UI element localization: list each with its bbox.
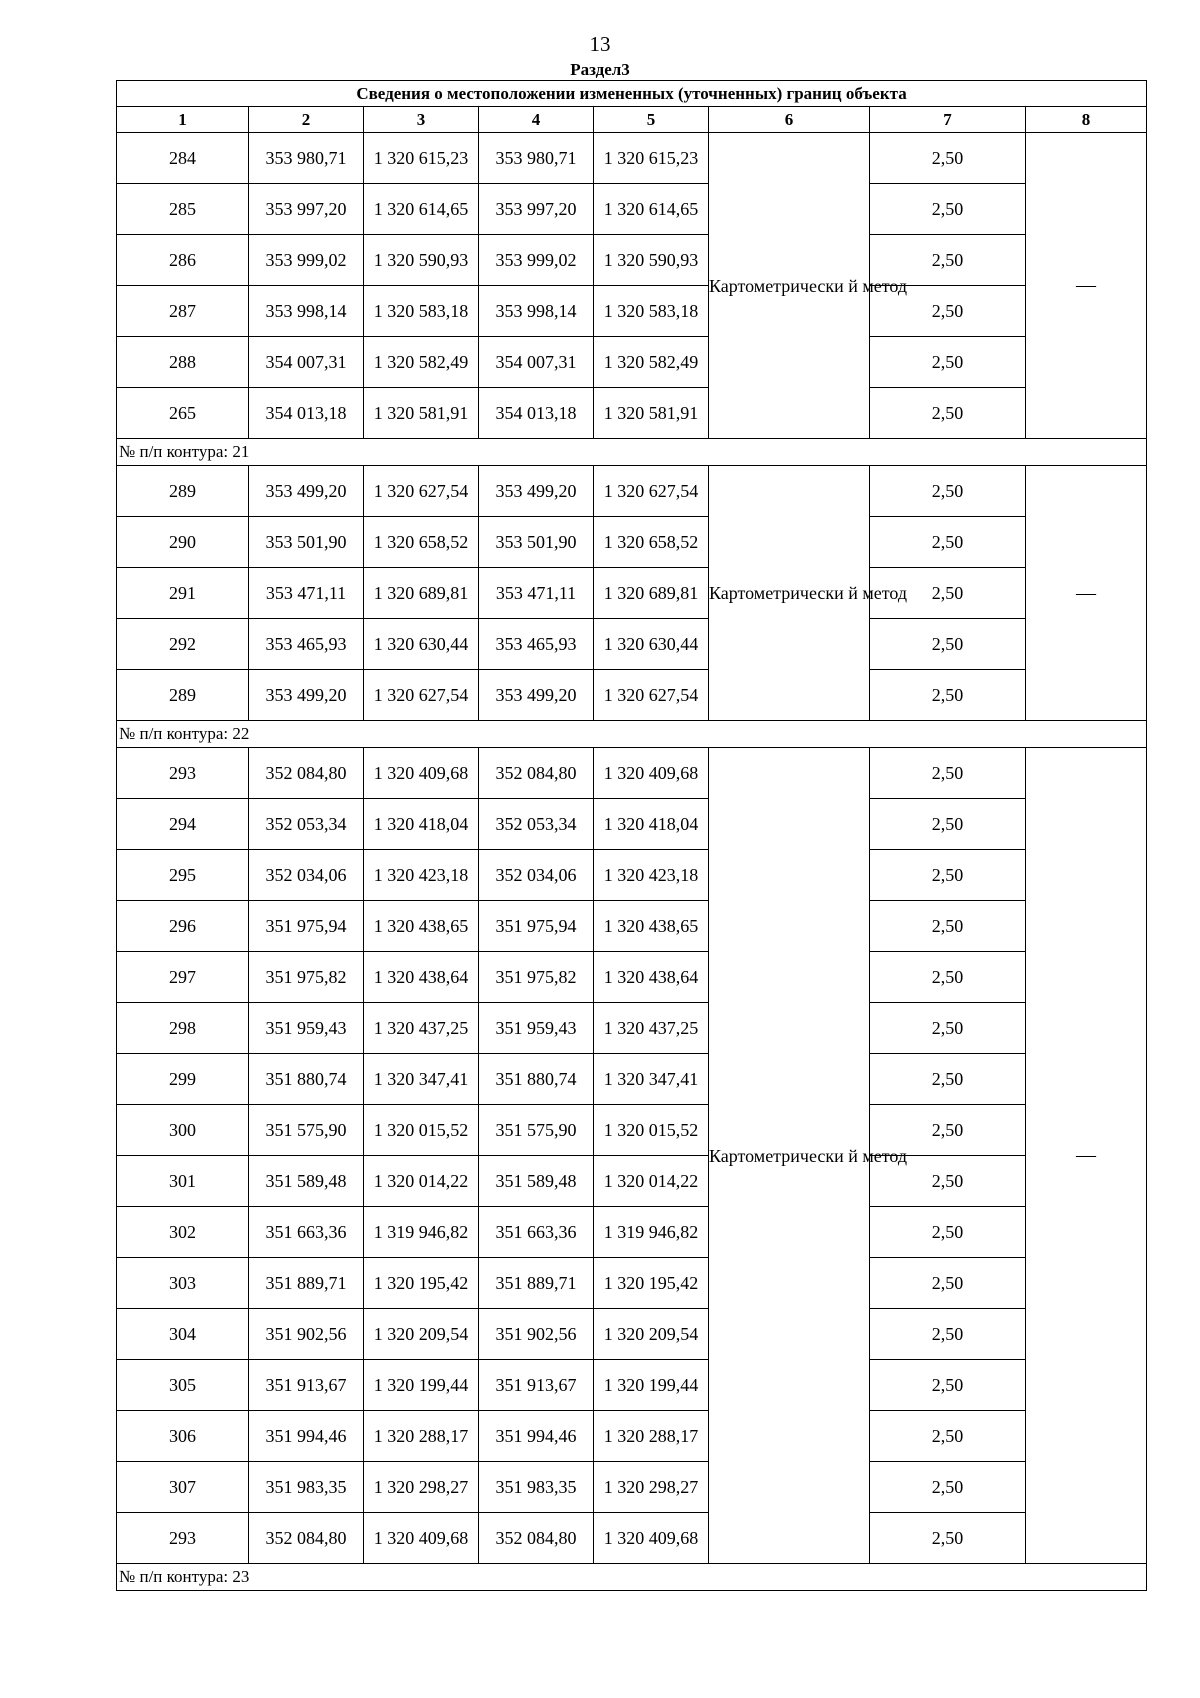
coord-x-cell: 353 499,20 (479, 466, 594, 517)
table-caption-row (117, 81, 1147, 107)
point-number-cell: 288 (117, 337, 249, 388)
coord-x-cell: 351 589,48 (249, 1156, 364, 1207)
table-row (117, 901, 1147, 952)
coord-x-cell: 352 084,80 (249, 1513, 364, 1564)
coord-x-cell: 354 013,18 (249, 388, 364, 439)
contour-label-row (117, 721, 1147, 748)
point-number-cell: 307 (117, 1462, 249, 1513)
table-row (117, 1258, 1147, 1309)
accuracy-cell: 2,50 (870, 619, 1026, 670)
accuracy-cell: 2,50 (870, 1513, 1026, 1564)
table-row (117, 619, 1147, 670)
table-body (117, 81, 1147, 1591)
accuracy-cell: 2,50 (870, 901, 1026, 952)
coord-x-cell: 353 465,93 (479, 619, 594, 670)
column-header: 2 (249, 107, 364, 133)
table-row (117, 517, 1147, 568)
point-number-cell: 304 (117, 1309, 249, 1360)
coord-y-cell: 1 320 590,93 (594, 235, 709, 286)
table-row (117, 1054, 1147, 1105)
table-row (117, 670, 1147, 721)
coord-x-cell: 351 994,46 (249, 1411, 364, 1462)
coord-y-cell: 1 320 614,65 (594, 184, 709, 235)
coord-x-cell: 351 975,94 (249, 901, 364, 952)
accuracy-cell: 2,50 (870, 466, 1026, 517)
coord-y-cell: 1 320 583,18 (594, 286, 709, 337)
point-number-cell: 293 (117, 748, 249, 799)
coord-x-cell: 353 465,93 (249, 619, 364, 670)
point-number-cell: 296 (117, 901, 249, 952)
coord-x-cell: 351 913,67 (479, 1360, 594, 1411)
col8-cell: — (1026, 466, 1147, 721)
table-row (117, 337, 1147, 388)
point-number-cell: 289 (117, 670, 249, 721)
accuracy-cell: 2,50 (870, 1156, 1026, 1207)
coord-y-cell: 1 320 614,65 (364, 184, 479, 235)
coord-x-cell: 352 084,80 (479, 1513, 594, 1564)
coord-y-cell: 1 320 423,18 (594, 850, 709, 901)
table-row (117, 466, 1147, 517)
point-number-cell: 297 (117, 952, 249, 1003)
page-number: 13 (589, 32, 611, 56)
coord-y-cell: 1 320 590,93 (364, 235, 479, 286)
coord-y-cell: 1 320 689,81 (594, 568, 709, 619)
coord-y-cell: 1 320 581,91 (594, 388, 709, 439)
method-cell: Картометрически й метод (709, 133, 870, 439)
coord-y-cell: 1 319 946,82 (364, 1207, 479, 1258)
column-header: 8 (1026, 107, 1147, 133)
col8-cell: — (1026, 748, 1147, 1564)
accuracy-cell: 2,50 (870, 1411, 1026, 1462)
point-number-cell: 302 (117, 1207, 249, 1258)
coord-x-cell: 354 013,18 (479, 388, 594, 439)
accuracy-cell: 2,50 (870, 850, 1026, 901)
coord-y-cell: 1 320 409,68 (594, 748, 709, 799)
boundary-coordinates-table (116, 80, 1147, 1591)
accuracy-cell: 2,50 (870, 184, 1026, 235)
contour-label: № п/п контура: 22 (117, 721, 1147, 748)
coord-y-cell: 1 320 438,64 (594, 952, 709, 1003)
table-row (117, 133, 1147, 184)
coord-x-cell: 353 499,20 (249, 466, 364, 517)
accuracy-cell: 2,50 (870, 133, 1026, 184)
accuracy-cell: 2,50 (870, 568, 1026, 619)
coord-y-cell: 1 320 015,52 (594, 1105, 709, 1156)
table-row (117, 1105, 1147, 1156)
point-number-cell: 300 (117, 1105, 249, 1156)
coord-y-cell: 1 320 298,27 (594, 1462, 709, 1513)
table-row (117, 1360, 1147, 1411)
accuracy-cell: 2,50 (870, 1360, 1026, 1411)
coord-y-cell: 1 320 438,64 (364, 952, 479, 1003)
table-row (117, 799, 1147, 850)
coord-y-cell: 1 320 627,54 (364, 466, 479, 517)
coord-x-cell: 351 983,35 (479, 1462, 594, 1513)
coord-y-cell: 1 320 437,25 (364, 1003, 479, 1054)
coord-x-cell: 351 663,36 (249, 1207, 364, 1258)
accuracy-cell: 2,50 (870, 1003, 1026, 1054)
coord-y-cell: 1 320 195,42 (364, 1258, 479, 1309)
point-number-cell: 284 (117, 133, 249, 184)
point-number-cell: 293 (117, 1513, 249, 1564)
coord-x-cell: 353 980,71 (249, 133, 364, 184)
coord-y-cell: 1 320 014,22 (594, 1156, 709, 1207)
coord-y-cell: 1 320 615,23 (364, 133, 479, 184)
point-number-cell: 292 (117, 619, 249, 670)
table-row (117, 1411, 1147, 1462)
coord-x-cell: 351 880,74 (479, 1054, 594, 1105)
coord-y-cell: 1 320 195,42 (594, 1258, 709, 1309)
point-number-cell: 298 (117, 1003, 249, 1054)
coord-x-cell: 352 084,80 (249, 748, 364, 799)
coord-y-cell: 1 320 347,41 (594, 1054, 709, 1105)
coord-x-cell: 352 034,06 (479, 850, 594, 901)
coord-y-cell: 1 320 423,18 (364, 850, 479, 901)
table-row (117, 1309, 1147, 1360)
coord-x-cell: 352 084,80 (479, 748, 594, 799)
column-header: 1 (117, 107, 249, 133)
point-number-cell: 294 (117, 799, 249, 850)
accuracy-cell: 2,50 (870, 1258, 1026, 1309)
table-row (117, 286, 1147, 337)
coord-y-cell: 1 320 582,49 (364, 337, 479, 388)
table-row (117, 1207, 1147, 1258)
coord-y-cell: 1 320 014,22 (364, 1156, 479, 1207)
contour-label-row (117, 1564, 1147, 1591)
coord-x-cell: 351 575,90 (249, 1105, 364, 1156)
table-row (117, 388, 1147, 439)
column-header: 6 (709, 107, 870, 133)
coord-x-cell: 351 575,90 (479, 1105, 594, 1156)
contour-label-row (117, 439, 1147, 466)
coord-x-cell: 353 999,02 (249, 235, 364, 286)
coord-x-cell: 353 997,20 (249, 184, 364, 235)
point-number-cell: 305 (117, 1360, 249, 1411)
table-row (117, 184, 1147, 235)
contour-label: № п/п контура: 23 (117, 1564, 1147, 1591)
coord-y-cell: 1 320 418,04 (364, 799, 479, 850)
point-number-cell: 299 (117, 1054, 249, 1105)
coord-x-cell: 353 999,02 (479, 235, 594, 286)
coord-x-cell: 351 959,43 (479, 1003, 594, 1054)
coord-x-cell: 353 471,11 (479, 568, 594, 619)
coord-x-cell: 351 959,43 (249, 1003, 364, 1054)
table-row (117, 952, 1147, 1003)
table-row (117, 748, 1147, 799)
column-header: 4 (479, 107, 594, 133)
accuracy-cell: 2,50 (870, 952, 1026, 1003)
column-header: 7 (870, 107, 1026, 133)
coord-y-cell: 1 320 582,49 (594, 337, 709, 388)
point-number-cell: 295 (117, 850, 249, 901)
table-caption: Сведения о местоположении измененных (уточненных) границ объекта (117, 81, 1147, 107)
coord-x-cell: 351 913,67 (249, 1360, 364, 1411)
coord-x-cell: 353 499,20 (249, 670, 364, 721)
coord-y-cell: 1 320 288,17 (594, 1411, 709, 1462)
coord-y-cell: 1 319 946,82 (594, 1207, 709, 1258)
table-row (117, 1513, 1147, 1564)
coord-y-cell: 1 320 199,44 (594, 1360, 709, 1411)
point-number-cell: 306 (117, 1411, 249, 1462)
accuracy-cell: 2,50 (870, 1462, 1026, 1513)
accuracy-cell: 2,50 (870, 286, 1026, 337)
coord-y-cell: 1 320 298,27 (364, 1462, 479, 1513)
coord-y-cell: 1 320 689,81 (364, 568, 479, 619)
coord-x-cell: 353 499,20 (479, 670, 594, 721)
coord-y-cell: 1 320 347,41 (364, 1054, 479, 1105)
accuracy-cell: 2,50 (870, 799, 1026, 850)
point-number-cell: 289 (117, 466, 249, 517)
point-number-cell: 265 (117, 388, 249, 439)
accuracy-cell: 2,50 (870, 517, 1026, 568)
coord-y-cell: 1 320 209,54 (364, 1309, 479, 1360)
coord-y-cell: 1 320 409,68 (364, 748, 479, 799)
coord-x-cell: 351 983,35 (249, 1462, 364, 1513)
coord-y-cell: 1 320 438,65 (594, 901, 709, 952)
point-number-cell: 291 (117, 568, 249, 619)
coord-x-cell: 353 501,90 (479, 517, 594, 568)
coord-y-cell: 1 320 288,17 (364, 1411, 479, 1462)
section-label: Раздел3 (570, 60, 630, 79)
coord-y-cell: 1 320 630,44 (594, 619, 709, 670)
point-number-cell: 301 (117, 1156, 249, 1207)
accuracy-cell: 2,50 (870, 1105, 1026, 1156)
table-row (117, 850, 1147, 901)
coord-y-cell: 1 320 615,23 (594, 133, 709, 184)
coord-x-cell: 353 998,14 (479, 286, 594, 337)
point-number-cell: 287 (117, 286, 249, 337)
coord-x-cell: 353 997,20 (479, 184, 594, 235)
point-number-cell: 285 (117, 184, 249, 235)
coord-y-cell: 1 320 438,65 (364, 901, 479, 952)
coord-x-cell: 351 975,94 (479, 901, 594, 952)
coord-y-cell: 1 320 418,04 (594, 799, 709, 850)
point-number-cell: 290 (117, 517, 249, 568)
coord-x-cell: 351 975,82 (479, 952, 594, 1003)
table-row (117, 1003, 1147, 1054)
column-header-row (117, 107, 1147, 133)
coord-x-cell: 351 994,46 (479, 1411, 594, 1462)
coord-x-cell: 351 663,36 (479, 1207, 594, 1258)
coord-x-cell: 352 034,06 (249, 850, 364, 901)
accuracy-cell: 2,50 (870, 670, 1026, 721)
coord-x-cell: 351 975,82 (249, 952, 364, 1003)
contour-label: № п/п контура: 21 (117, 439, 1147, 466)
coord-x-cell: 353 998,14 (249, 286, 364, 337)
coord-y-cell: 1 320 627,54 (364, 670, 479, 721)
coord-x-cell: 353 980,71 (479, 133, 594, 184)
coord-y-cell: 1 320 627,54 (594, 670, 709, 721)
accuracy-cell: 2,50 (870, 1054, 1026, 1105)
coord-x-cell: 351 589,48 (479, 1156, 594, 1207)
coord-x-cell: 354 007,31 (249, 337, 364, 388)
method-cell: Картометрически й метод (709, 748, 870, 1564)
accuracy-cell: 2,50 (870, 337, 1026, 388)
column-header: 3 (364, 107, 479, 133)
table-row (117, 568, 1147, 619)
col8-cell: — (1026, 133, 1147, 439)
coord-x-cell: 354 007,31 (479, 337, 594, 388)
coord-x-cell: 351 889,71 (479, 1258, 594, 1309)
point-number-cell: 303 (117, 1258, 249, 1309)
coord-x-cell: 351 902,56 (479, 1309, 594, 1360)
column-header: 5 (594, 107, 709, 133)
method-cell: Картометрически й метод (709, 466, 870, 721)
coord-y-cell: 1 320 409,68 (594, 1513, 709, 1564)
coord-y-cell: 1 320 658,52 (594, 517, 709, 568)
coord-y-cell: 1 320 581,91 (364, 388, 479, 439)
coord-y-cell: 1 320 627,54 (594, 466, 709, 517)
table-row (117, 235, 1147, 286)
coord-y-cell: 1 320 437,25 (594, 1003, 709, 1054)
table-row (117, 1156, 1147, 1207)
coord-y-cell: 1 320 409,68 (364, 1513, 479, 1564)
accuracy-cell: 2,50 (870, 388, 1026, 439)
accuracy-cell: 2,50 (870, 1309, 1026, 1360)
coord-x-cell: 352 053,34 (249, 799, 364, 850)
point-number-cell: 286 (117, 235, 249, 286)
coord-y-cell: 1 320 015,52 (364, 1105, 479, 1156)
coord-x-cell: 353 471,11 (249, 568, 364, 619)
coord-x-cell: 351 880,74 (249, 1054, 364, 1105)
coord-y-cell: 1 320 209,54 (594, 1309, 709, 1360)
coord-y-cell: 1 320 630,44 (364, 619, 479, 670)
coord-y-cell: 1 320 583,18 (364, 286, 479, 337)
accuracy-cell: 2,50 (870, 748, 1026, 799)
coord-x-cell: 353 501,90 (249, 517, 364, 568)
coord-x-cell: 352 053,34 (479, 799, 594, 850)
coord-x-cell: 351 902,56 (249, 1309, 364, 1360)
accuracy-cell: 2,50 (870, 235, 1026, 286)
coord-y-cell: 1 320 199,44 (364, 1360, 479, 1411)
coord-y-cell: 1 320 658,52 (364, 517, 479, 568)
coord-x-cell: 351 889,71 (249, 1258, 364, 1309)
table-row (117, 1462, 1147, 1513)
accuracy-cell: 2,50 (870, 1207, 1026, 1258)
